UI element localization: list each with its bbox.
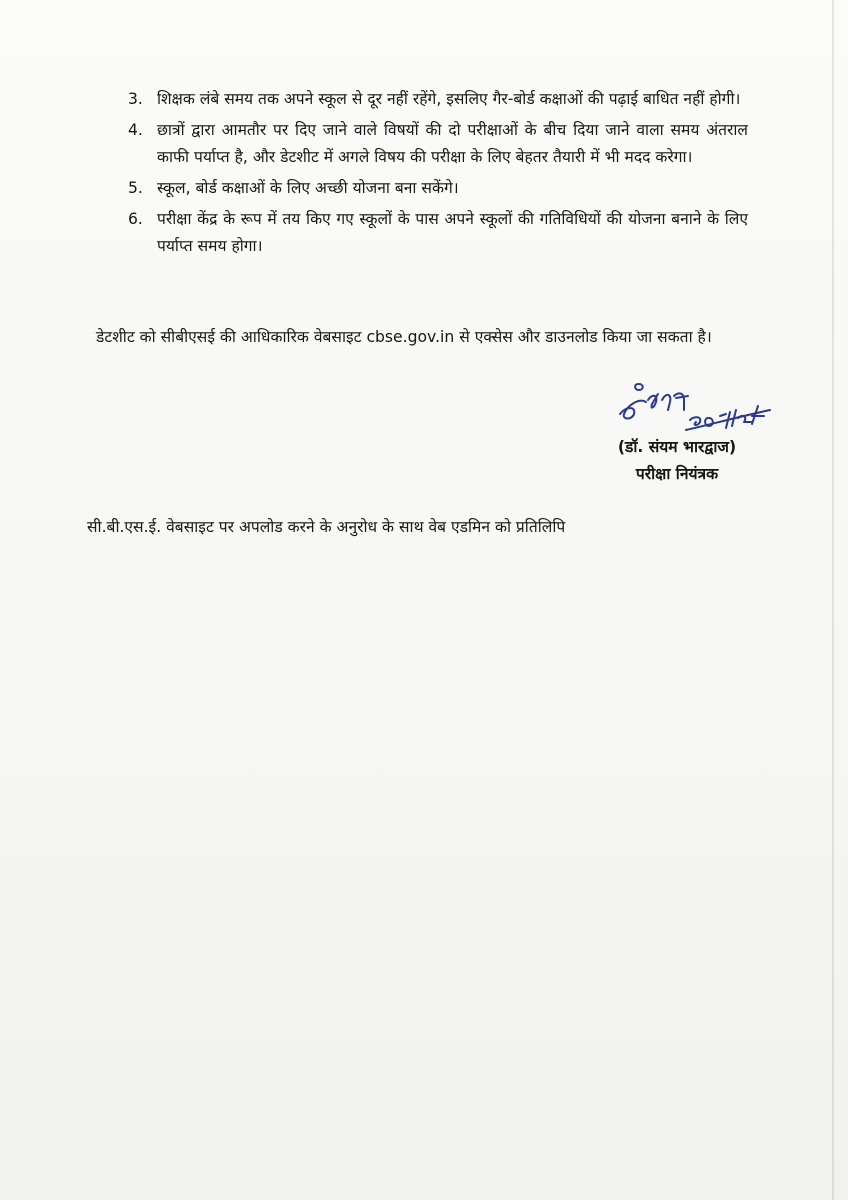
- list-item-text: छात्रों द्वारा आमतौर पर दिए जाने वाले विषयों की दो परीक्षाओं के बीच दिया जाने वाला समय अंतराल काफी पर्याप्त है, और डेटशीट में अगले विषय की परीक्षा के लिए बेहतर तैयारी में भी मदद करेगा।: [157, 121, 748, 166]
- numbered-list: [128, 86, 748, 264]
- list-item-text: परीक्षा केंद्र के रूप में तय किए गए स्कूलों के पास अपने स्कूलों की गतिविधियों की योजना बनाने के लिए पर्याप्त समय होगा।: [157, 210, 748, 255]
- signature-block: [592, 434, 762, 488]
- list-item: [128, 117, 748, 171]
- list-item-number: 4.: [128, 121, 143, 139]
- datesheet-paragraph: डेटशीट को सीबीएसई की आधिकारिक वेबसाइट cbse.gov.in से एक्सेस और डाउनलोड किया जा सकता है।: [96, 328, 712, 346]
- signatory-designation: परीक्षा नियंत्रक: [635, 465, 719, 483]
- list-item-number: 3.: [128, 90, 143, 108]
- list-item-number: 5.: [128, 179, 143, 197]
- list-item-number: 6.: [128, 210, 143, 228]
- copy-to-line: सी.बी.एस.ई. वेबसाइट पर अपलोड करने के अनुरोध के साथ वेब एडमिन को प्रतिलिपि: [87, 518, 566, 536]
- list-item: [128, 86, 748, 113]
- list-item: [128, 175, 748, 202]
- list-item-text: स्कूल, बोर्ड कक्षाओं के लिए अच्छी योजना बना सकेंगे।: [157, 179, 459, 197]
- page-edge-shadow: [832, 0, 834, 1200]
- handwritten-signature: [612, 376, 792, 436]
- signatory-name: (डॉ. संयम भारद्वाज): [617, 438, 737, 456]
- list-item: [128, 206, 748, 260]
- list-item-text: शिक्षक लंबे समय तक अपने स्कूल से दूर नहीं रहेंगे, इसलिए गैर-बोर्ड कक्षाओं की पढ़ाई बाधित नहीं होगी।: [157, 90, 741, 108]
